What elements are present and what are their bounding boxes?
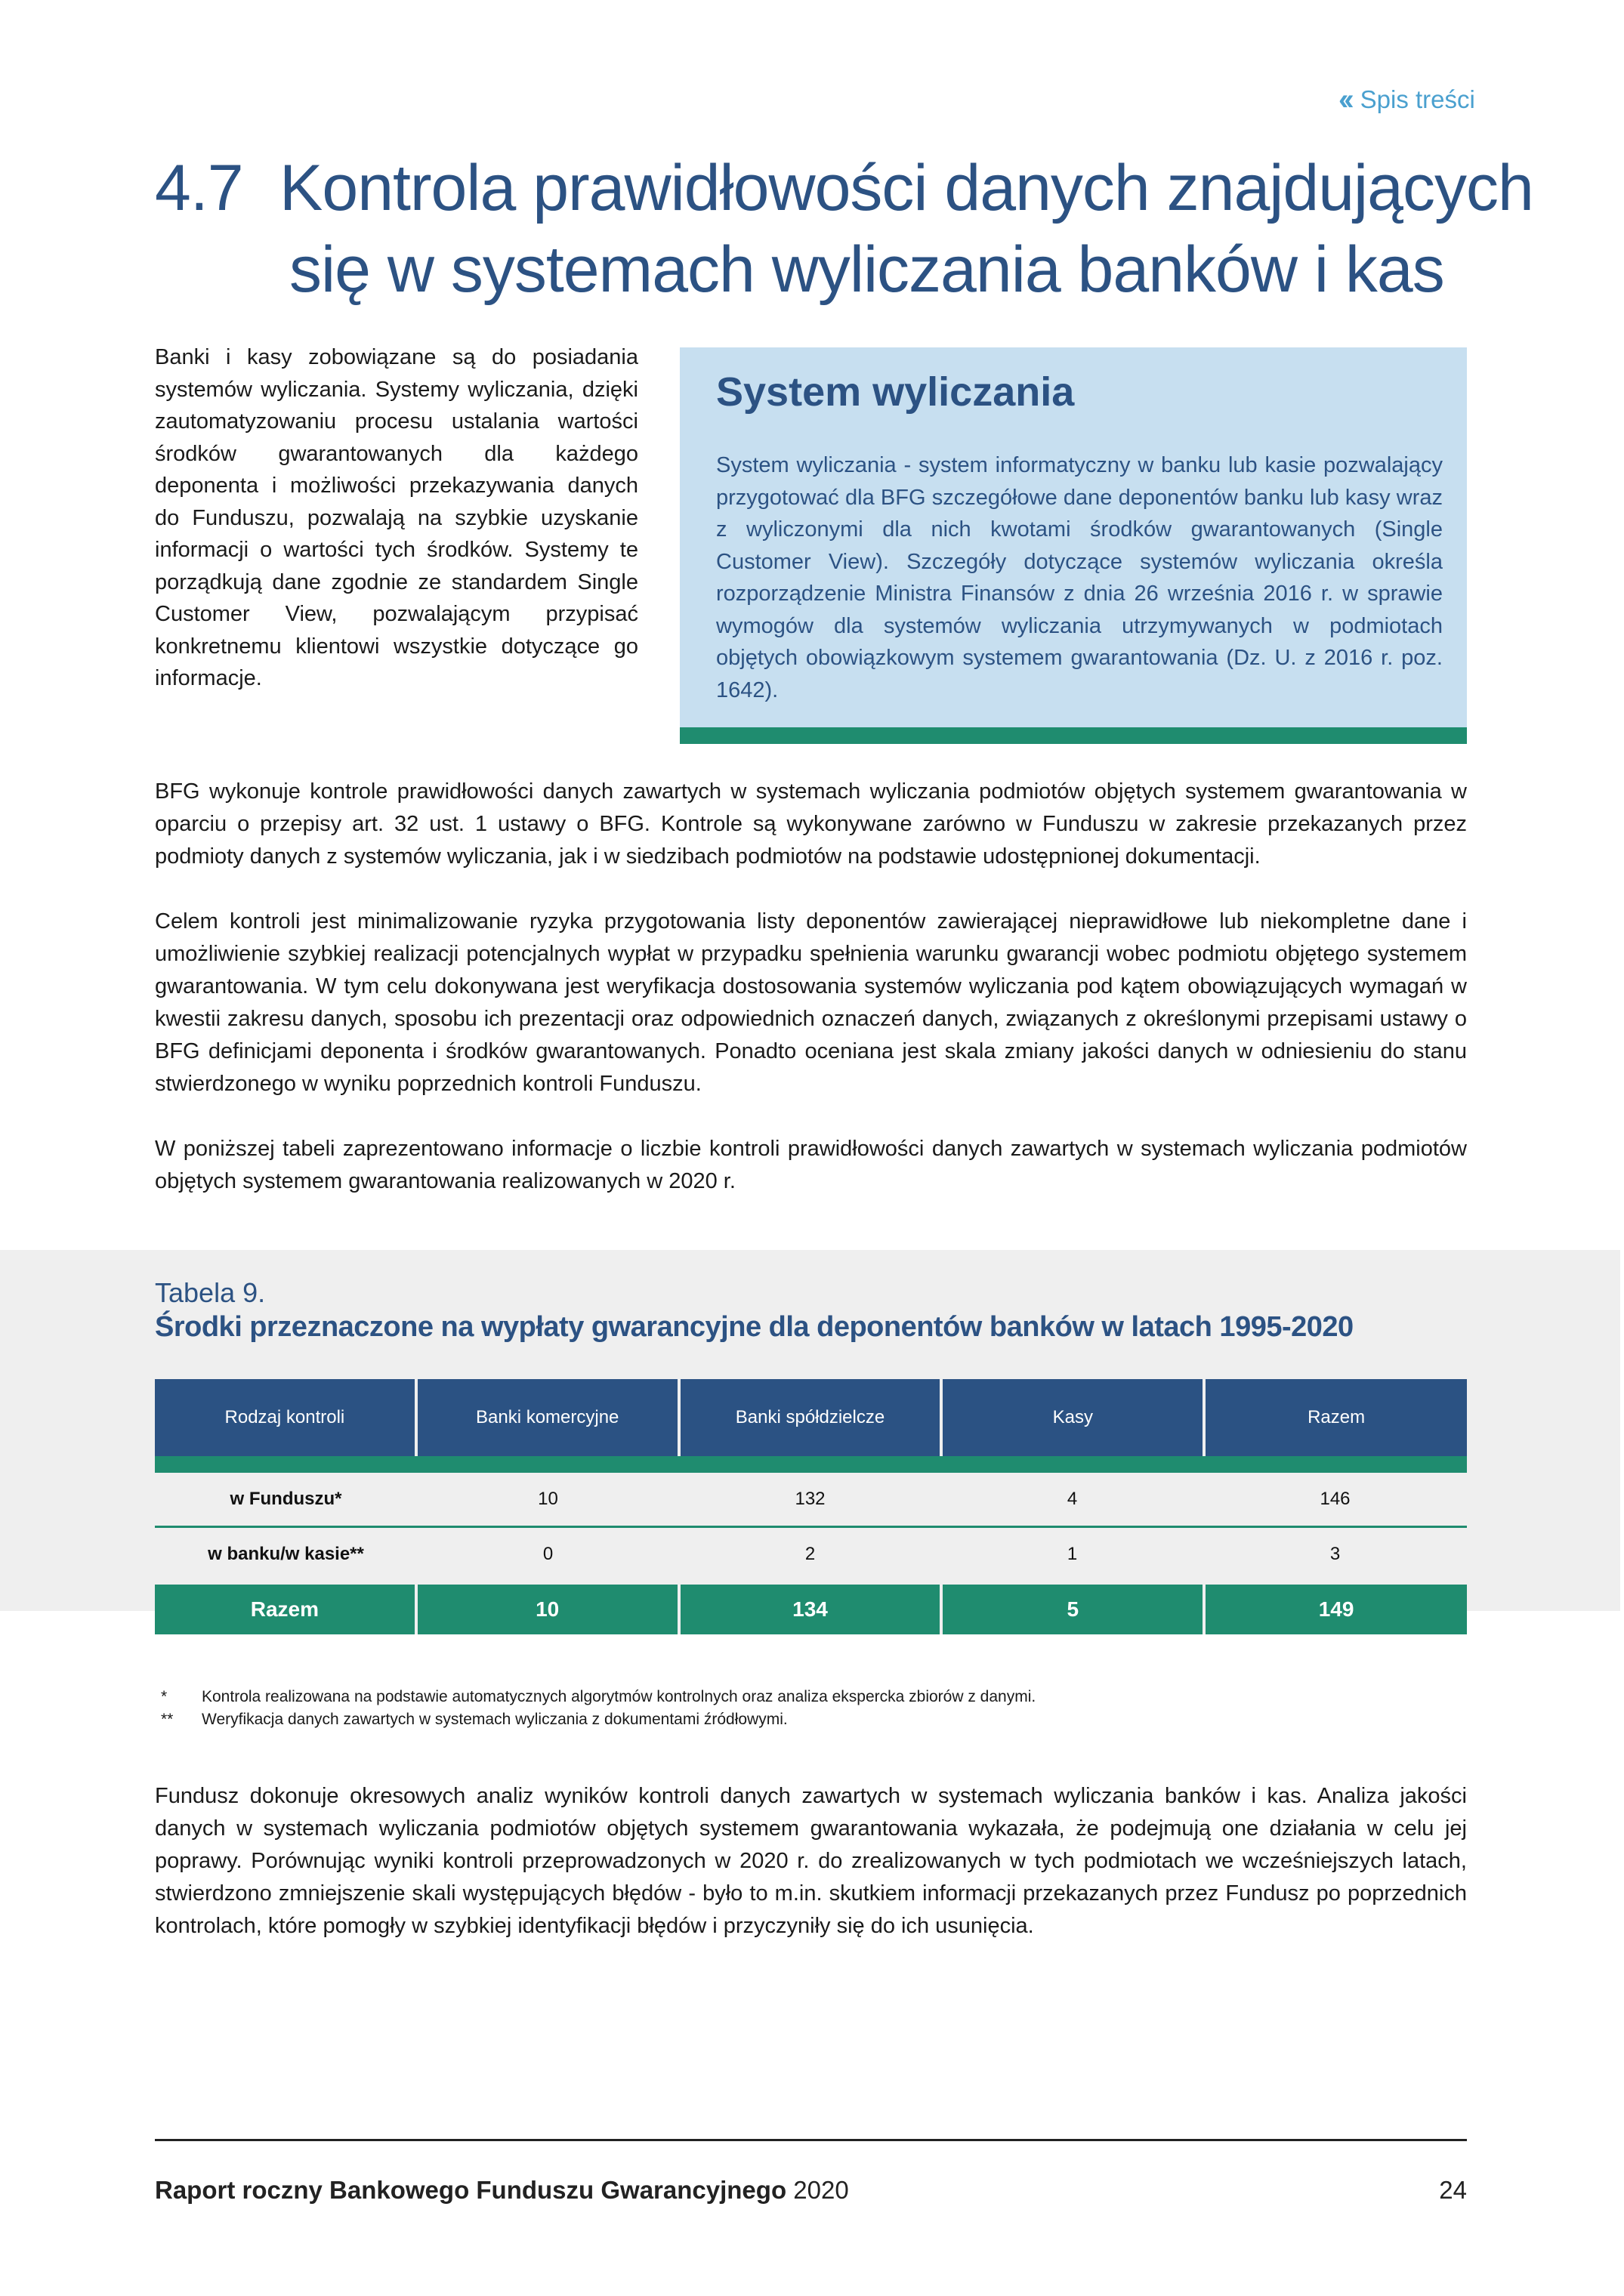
paragraph-analysis: Fundusz dokonuje okresowych analiz wyników kontroli danych zawartych w systemach wyliczania banków i kas. Analiza jakości danych w systemach wyliczania podmiotów objętych systemem gwarantowania wykazała, że podejmują one działania w celu jej poprawy. Porównując wyniki kontroli przeprowadzonych w 2020 r. do zrealizowanych w tych podmiotach we wcześniejszych latach, stwierdzono zmniejszenie skali występujących błędów - było to m.in. skutkiem informacji przekazanych przez Fundusz po poprzednich kontrolach, które pomogły w szybkiej identyfikacji błędów i przyczyniły się do ich usunięcia. (155, 1784, 1467, 1938)
row-label: w Funduszu* (230, 1489, 342, 1509)
table-cell: 132 (795, 1489, 826, 1509)
page-title (155, 147, 1533, 310)
definition-box (680, 347, 1467, 744)
table-cell: 10 (538, 1489, 558, 1509)
paragraph-table-intro: W poniższej tabeli zaprezentowano informacje o liczbie kontroli prawidłowości danych zawartych w systemach wyliczania podmiotów objętych systemem gwarantowania realizowanych w 2020 r. (155, 1137, 1467, 1193)
definition-box-text: System wyliczania - system informatyczny w banku lub kasie pozwalający przygotować dla BFG szczegółowe dane deponentów banku lub kasy wraz z wyliczonymi dla nich kwotami środków gwarantowanych (Single Customer View). Szczegóły dotyczące systemów wyliczania określa rozporządzenie Ministra Finansów z dnia 26 września 2016 r. w sprawie wymogów dla systemów wyliczania utrzymywanych w podmiotach objętych obowiązkowym systemem gwarantowania (Dz. U. z 2016 r. poz. 1642). (716, 453, 1443, 702)
paragraph-control-scope: BFG wykonuje kontrole prawidłowości danych zawartych w systemach wyliczania podmiotów objętych systemem gwarantowania w oparciu o przepisy art. 32 ust. 1 ustawy o BFG. Kontrole są wykonywane zarówno w Funduszu w zakresie przekazanych przez podmioty danych z systemów wyliczania, jak i w siedzibach podmiotów na podstawie udostępnionej dokumentacji. (155, 779, 1467, 869)
footnote-mark: * (161, 1688, 168, 1705)
title-line-1: Kontrola prawidłowości danych znajdujących (279, 152, 1533, 224)
footer-divider (155, 2139, 1467, 2141)
total-cell: 149 (1203, 1585, 1467, 1634)
table-header-row (155, 1379, 1467, 1456)
table-number: Tabela 9. (155, 1277, 266, 1308)
title-line-2: się w systemach wyliczania banków i kas (289, 233, 1444, 306)
footer-report-name: Raport roczny Bankowego Funduszu Gwarancyjnego (155, 2176, 787, 2204)
table-row (155, 1528, 1467, 1581)
total-cell: 10 (415, 1585, 678, 1634)
footnote (155, 1686, 1036, 1708)
table-title: Środki przeznaczone na wypłaty gwarancyjne dla deponentów banków w latach 1995-2020 (155, 1311, 1354, 1343)
table-total-row (155, 1585, 1467, 1634)
column-header: Razem (1203, 1379, 1467, 1456)
footer-report-title (155, 2176, 849, 2205)
footnote-text: Kontrola realizowana na podstawie automatycznych algorytmów kontrolnych oraz analiza ekspercka zbiorów z danymi. (202, 1688, 1036, 1705)
definition-box-heading: System wyliczania (716, 369, 1075, 415)
controls-table (155, 1379, 1467, 1634)
table-cell: 2 (804, 1544, 816, 1564)
column-header: Rodzaj kontroli (155, 1379, 415, 1456)
table-cell: 4 (1067, 1489, 1078, 1509)
table-cell: 146 (1320, 1489, 1351, 1509)
column-header: Banki komercyjne (415, 1379, 678, 1456)
footer-year: 2020 (793, 2176, 849, 2204)
page-number: 24 (1439, 2176, 1467, 2204)
total-label: Razem (155, 1585, 415, 1634)
table-of-contents-link[interactable] (1338, 85, 1475, 115)
double-chevron-left-icon: ‹‹ (1338, 83, 1350, 116)
table-caption (155, 1276, 1354, 1344)
table-header-stripe (155, 1456, 1467, 1473)
table-cell: 3 (1329, 1544, 1341, 1564)
table-footnotes (155, 1686, 1036, 1731)
section-number: 4.7 (155, 152, 243, 224)
table-cell: 0 (542, 1544, 554, 1564)
toc-link-label: Spis treści (1360, 85, 1475, 113)
column-header: Banki spółdzielcze (678, 1379, 940, 1456)
total-cell: 5 (940, 1585, 1203, 1634)
row-label: w banku/w kasie** (208, 1544, 364, 1564)
footnote-text: Weryfikacja danych zawartych w systemach wyliczania z dokumentami źródłowymi. (202, 1711, 788, 1728)
footnote (155, 1708, 1036, 1731)
column-header: Kasy (940, 1379, 1203, 1456)
paragraph-control-purpose: Celem kontroli jest minimalizowanie ryzyka przygotowania listy deponentów zawierającej nieprawidłowe lub niekompletne dane i umożliwienie szybkiej realizacji potencjalnych wypłat w przypadku spełnienia warunku gwarancji wobec podmiotu objętego systemem gwarantowania. W tym celu dokonywana jest weryfikacja dostosowania systemów wyliczania pod kątem obowiązujących wymagań w kwestii zakresu danych, sposobu ich prezentacji oraz odpowiednich oznaczeń danych, związanych z określonymi przepisami ustawy o BFG definicjami deponenta i środków gwarantowanych. Ponadto oceniana jest skala zmiany jakości danych w odniesieniu do stanu stwierdzonego w wyniku poprzednich kontroli Funduszu. (155, 909, 1467, 1096)
table-row (155, 1473, 1467, 1526)
table-cell: 1 (1067, 1544, 1078, 1564)
footnote-mark: ** (161, 1711, 174, 1728)
intro-paragraph: Banki i kasy zobowiązane są do posiadania systemów wyliczania. Systemy wyliczania, dzięki zautomatyzowaniu procesu ustalania wartości środków gwarantowanych dla każdego deponenta i możliwości przekazywania danych do Funduszu, pozwalają na szybkie uzyskanie informacji o wartości tych środków. Systemy te porządkują dane zgodnie ze standardem Single Customer View, pozwalającym przypisać konkretnemu klientowi wszystkie dotyczące go informacje. (155, 345, 638, 690)
definition-box-stripe (680, 727, 1467, 744)
total-cell: 134 (678, 1585, 940, 1634)
